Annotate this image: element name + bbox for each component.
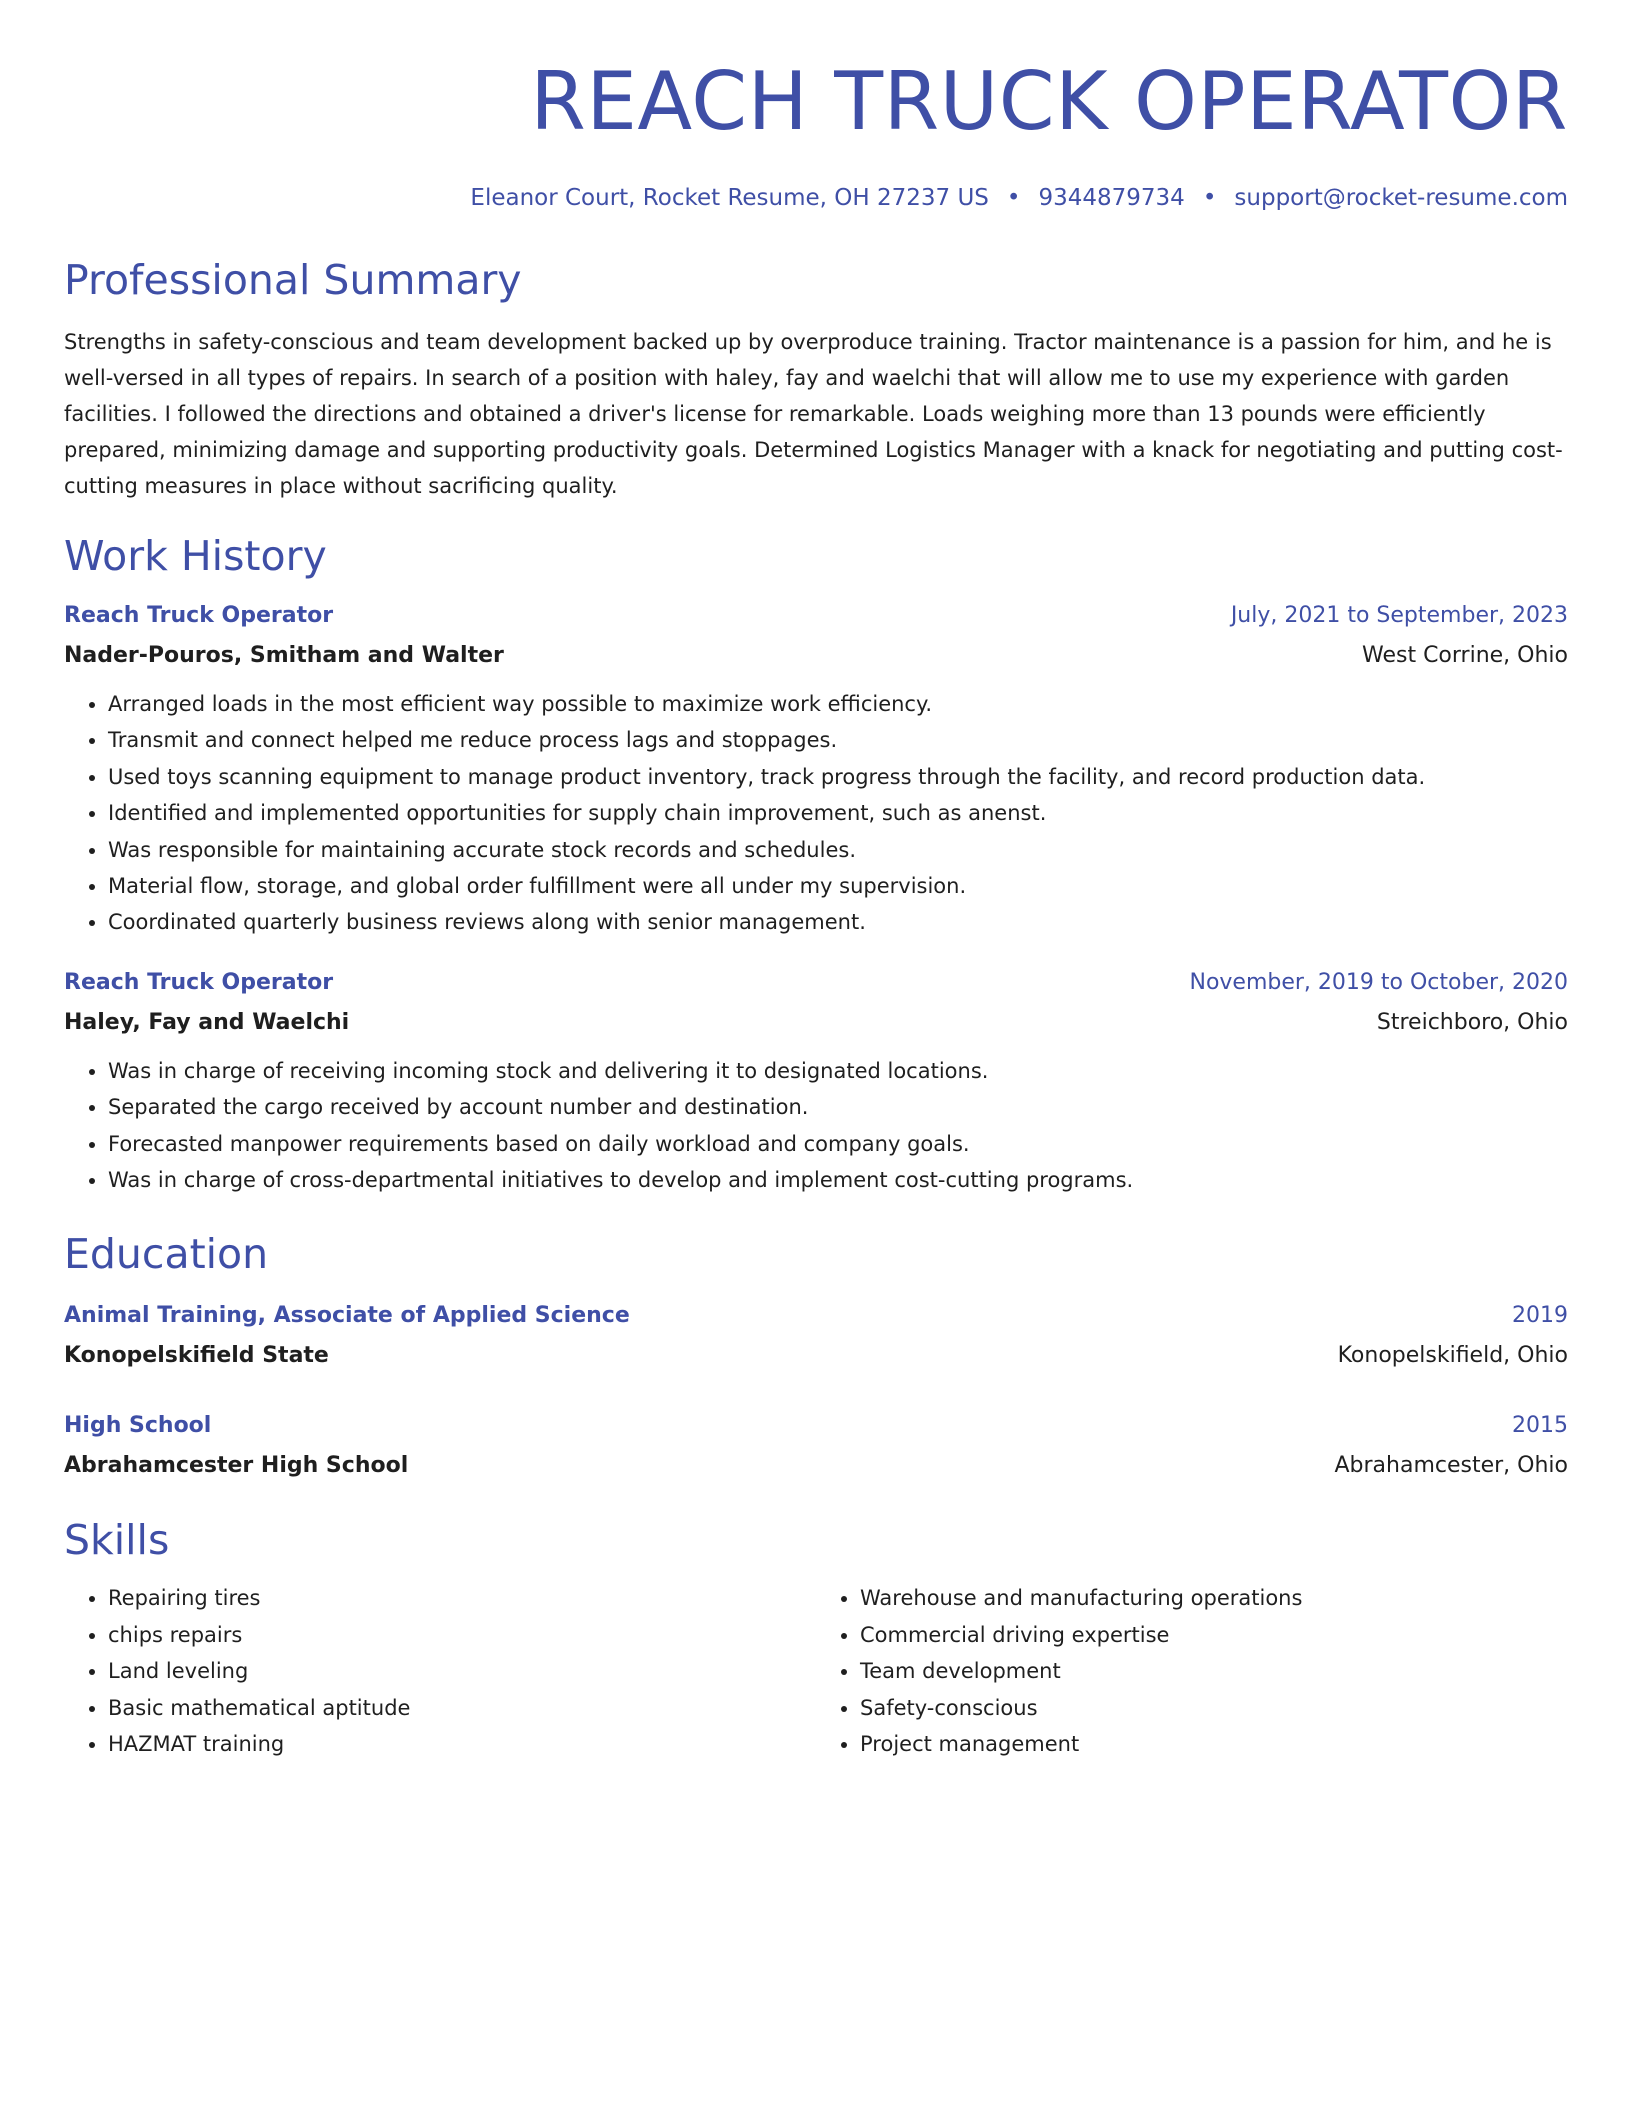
job-bullet: • Identified and implemented opportunities for supply chain improvement, such as anenst. xyxy=(108,795,1568,831)
job-bullet: • Material flow, storage, and global order fulfillment were all under my supervision. xyxy=(108,868,1568,904)
job-title-heading: REACH TRUCK OPERATOR xyxy=(530,55,1568,148)
job-bullet: • Was in charge of receiving incoming stock and delivering it to designated locations. xyxy=(108,1053,1568,1089)
education-year: 2019 xyxy=(1512,1303,1568,1329)
contact-email: support@rocket-resume.com xyxy=(1234,185,1568,211)
skill-item: • Safety-conscious xyxy=(860,1690,1568,1726)
job-location: West Corrine, Ohio xyxy=(1361,643,1568,668)
education-entry xyxy=(64,1406,1568,1486)
skill-item: • HAZMAT training xyxy=(108,1726,816,1762)
job-bullet: • Was responsible for maintaining accurate stock records and schedules. xyxy=(108,832,1568,868)
contact-address: Eleanor Court, Rocket Resume, OH 27237 US xyxy=(470,185,989,211)
education-school: Abrahamcester High School xyxy=(64,1453,409,1479)
skill-item: • Warehouse and manufacturing operations xyxy=(860,1580,1568,1616)
skill-item: • chips repairs xyxy=(108,1617,816,1653)
summary-section-title: Professional Summary xyxy=(64,256,522,304)
job-entry xyxy=(64,596,1568,941)
job-bullet: • Transmit and connect helped me reduce process lags and stoppages. xyxy=(108,722,1568,758)
job-position: Reach Truck Operator xyxy=(64,603,334,628)
job-bullet: • Was in charge of cross-departmental initiatives to develop and implement cost-cutting programs. xyxy=(108,1162,1568,1198)
job-bullet: • Used toys scanning equipment to manage product inventory, track progress through the facility, and record production data. xyxy=(108,759,1568,795)
job-bullets xyxy=(64,1053,1568,1199)
education-year: 2015 xyxy=(1512,1413,1568,1439)
skills-column-left xyxy=(64,1580,816,1762)
work-section-title: Work History xyxy=(64,532,327,580)
skill-item: • Basic mathematical aptitude xyxy=(108,1690,816,1726)
skills-list xyxy=(64,1580,1568,1762)
education-location: Konopelskifield, Ohio xyxy=(1337,1343,1568,1369)
job-bullet: • Separated the cargo received by account number and destination. xyxy=(108,1089,1568,1125)
skill-item: • Team development xyxy=(860,1653,1568,1689)
job-company: Haley, Fay and Waelchi xyxy=(64,1009,350,1035)
education-entry xyxy=(64,1296,1568,1376)
skills-section-title: Skills xyxy=(64,1516,170,1565)
contact-line xyxy=(64,182,1568,214)
education-degree: High School xyxy=(64,1413,212,1439)
contact-separator: • xyxy=(1202,185,1217,211)
job-bullet: • Coordinated quarterly business reviews along with senior management. xyxy=(108,904,1568,940)
skills-column-right xyxy=(816,1580,1568,1762)
skill-item: • Project management xyxy=(860,1726,1568,1762)
job-entry xyxy=(64,963,1568,1199)
skill-item: • Land leveling xyxy=(108,1653,816,1689)
job-dates: November, 2019 to October, 2020 xyxy=(1189,969,1568,995)
education-school: Konopelskifield State xyxy=(64,1343,329,1369)
education-degree: Animal Training, Associate of Applied Science xyxy=(64,1303,630,1329)
summary-text: Strengths in safety-conscious and team development backed up by overproduce training. Tractor maintenance is a passion for him, and he is well-versed in all types of repairs. In search of a position with haley, fay and waelchi that will allow me to use my experience with garden facilities. I followed the directions and obtained a driver's license for remarkable. Loads weighing more than 13 pounds were efficiently prepared, minimizing damage and supporting productivity goals. Determined Logistics Manager with a knack for negotiating and putting cost-cutting measures in place without sacrificing quality. xyxy=(64,330,1563,498)
job-bullet: • Forecasted manpower requirements based on daily workload and company goals. xyxy=(108,1126,1568,1162)
skill-item: • Commercial driving expertise xyxy=(860,1617,1568,1653)
contact-phone: 9344879734 xyxy=(1038,185,1185,211)
job-position: Reach Truck Operator xyxy=(64,969,334,995)
education-section-title: Education xyxy=(64,1230,269,1279)
resume-header xyxy=(64,52,1568,214)
job-dates: July, 2021 to September, 2023 xyxy=(1230,603,1568,628)
job-company: Nader-Pouros, Smitham and Walter xyxy=(64,643,504,668)
job-location: Streichboro, Ohio xyxy=(1376,1009,1568,1035)
job-bullets xyxy=(64,686,1568,941)
skill-item: • Repairing tires xyxy=(108,1580,816,1616)
job-bullet: • Arranged loads in the most efficient way possible to maximize work efficiency. xyxy=(108,686,1568,722)
education-location: Abrahamcester, Ohio xyxy=(1334,1453,1568,1479)
contact-separator: • xyxy=(1006,185,1021,211)
